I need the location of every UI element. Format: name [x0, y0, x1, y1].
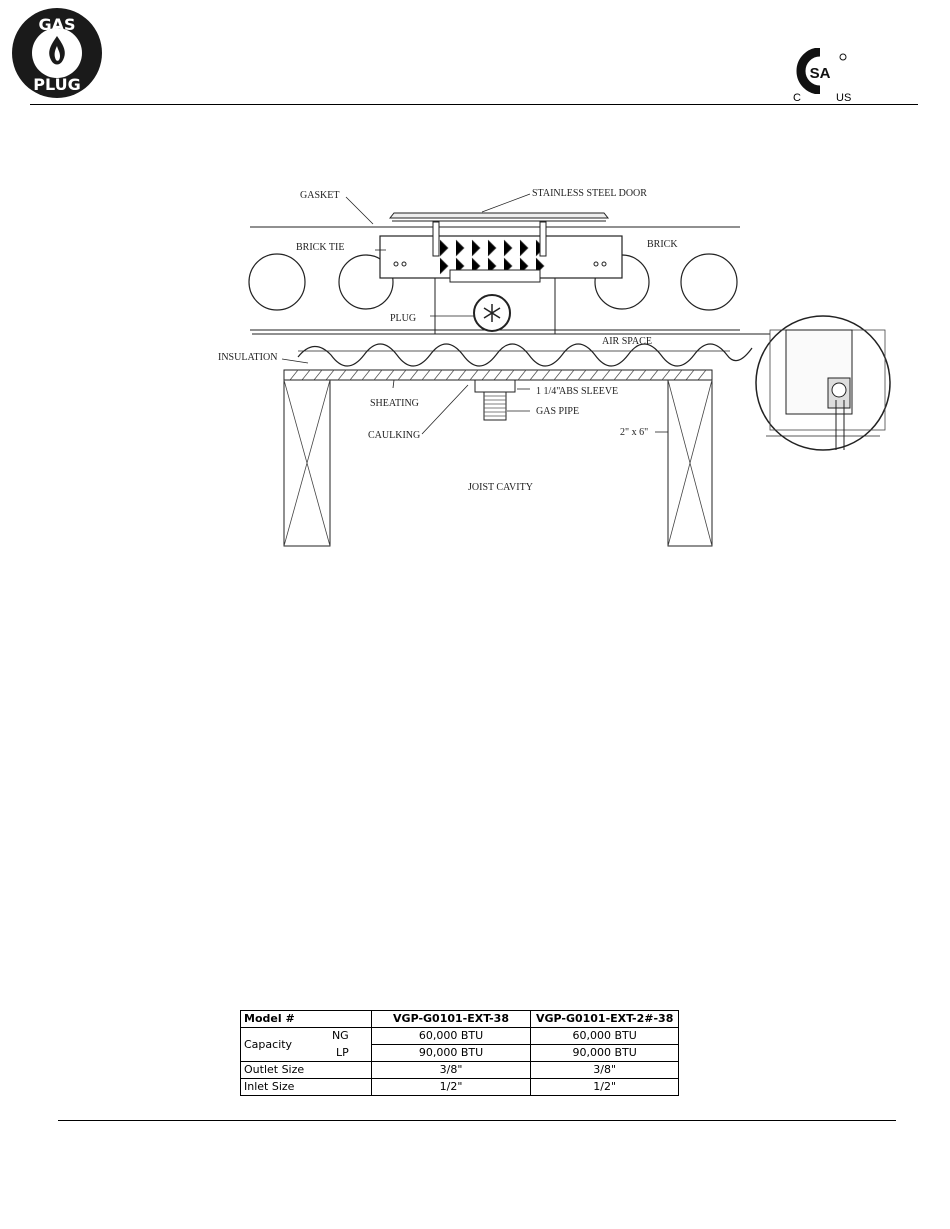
outlet-value-1: 3/8": [371, 1062, 531, 1079]
label-air-space: AIR SPACE: [602, 336, 652, 347]
table-row-capacity-ng: [241, 1028, 679, 1045]
lp-label: LP: [241, 1045, 372, 1062]
outlet-label: Outlet Size: [241, 1062, 372, 1079]
label-joist-cavity: JOIST CAVITY: [468, 482, 533, 493]
label-sheating: SHEATING: [370, 398, 419, 409]
label-brick: BRICK: [647, 239, 678, 250]
label-caulking: CAULKING: [368, 430, 421, 441]
table-row-inlet: [241, 1079, 679, 1096]
label-plug: PLUG: [390, 313, 417, 324]
header-divider: [30, 104, 918, 105]
table-row-capacity-lp: [241, 1045, 679, 1062]
capacity-label: Capacity: [244, 1038, 293, 1051]
table-row-outlet: [241, 1062, 679, 1079]
csa-c-label: C: [793, 92, 801, 104]
csa-logo-icon: [788, 48, 848, 94]
outlet-value-2: 3/8": [531, 1062, 679, 1079]
label-stainless-steel-door: STAINLESS STEEL DOOR: [532, 188, 647, 199]
label-gas-pipe: GAS PIPE: [536, 406, 580, 417]
inlet-value-2: 1/2": [531, 1079, 679, 1096]
csa-mark-text: SA: [809, 65, 831, 82]
lp-value-1: 90,000 BTU: [371, 1045, 531, 1062]
label-abs-sleeve: ABS SLEEVE: [559, 386, 619, 397]
label-abs-sleeve-fraction: 1 1/4": [536, 386, 561, 397]
capacity-cell: [241, 1028, 372, 1051]
csa-us-label: US: [836, 92, 852, 104]
header-model: Model #: [241, 1011, 372, 1028]
ng-label: NG: [331, 1029, 349, 1042]
gas-plug-logo: [10, 6, 104, 100]
ng-value-1: 60,000 BTU: [371, 1028, 531, 1045]
inlet-value-1: 1/2": [371, 1079, 531, 1096]
csa-certification-mark: [788, 48, 860, 106]
label-stud: 2" x 6": [620, 427, 649, 438]
inlet-label: Inlet Size: [241, 1079, 372, 1096]
specifications-table: [240, 1010, 679, 1096]
lp-value-2: 90,000 BTU: [531, 1045, 679, 1062]
footer-divider: [58, 1120, 896, 1121]
header-model-2: VGP-G0101-EXT-2#-38: [531, 1011, 679, 1028]
installation-diagram: [210, 180, 910, 550]
ng-value-2: 60,000 BTU: [531, 1028, 679, 1045]
logo-text-bottom: PLUG: [33, 75, 81, 94]
header-model-1: VGP-G0101-EXT-38: [371, 1011, 531, 1028]
logo-text-top: GAS: [38, 15, 76, 34]
label-insulation: INSULATION: [218, 352, 278, 363]
table-header-row: [241, 1011, 679, 1028]
label-gasket: GASKET: [300, 190, 340, 201]
label-brick-tie: BRICK TIE: [296, 242, 345, 253]
